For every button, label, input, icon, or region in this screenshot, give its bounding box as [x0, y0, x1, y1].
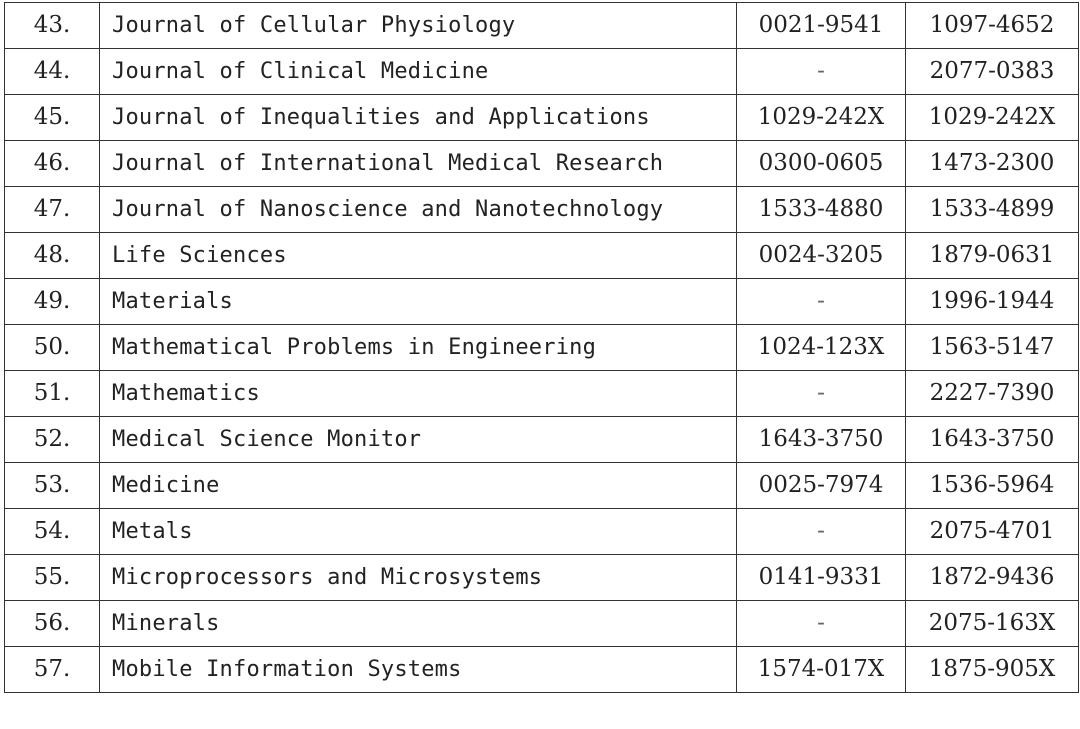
eissn-cell: 1879-0631 [906, 233, 1079, 279]
row-number-cell: 50. [5, 325, 100, 371]
table-row [5, 463, 1079, 509]
issn-cell: 0141-9331 [737, 555, 906, 601]
table-row [5, 95, 1079, 141]
row-number-cell: 52. [5, 417, 100, 463]
journal-title-cell: Journal of International Medical Research [100, 141, 737, 187]
eissn-cell: 2077-0383 [906, 49, 1079, 95]
eissn-cell: 1533-4899 [906, 187, 1079, 233]
issn-cell: 0024-3205 [737, 233, 906, 279]
row-number-cell: 56. [5, 601, 100, 647]
row-number-cell: 55. [5, 555, 100, 601]
row-number-cell: 48. [5, 233, 100, 279]
issn-cell: 0300-0605 [737, 141, 906, 187]
journal-title-cell: Journal of Clinical Medicine [100, 49, 737, 95]
table-row [5, 555, 1079, 601]
row-number-cell: 53. [5, 463, 100, 509]
journal-title-cell: Mobile Information Systems [100, 647, 737, 693]
issn-cell: - [737, 601, 906, 647]
journal-title-cell: Materials [100, 279, 737, 325]
row-number-cell: 51. [5, 371, 100, 417]
journal-title-cell: Minerals [100, 601, 737, 647]
table-row [5, 3, 1079, 49]
journal-title-cell: Medicine [100, 463, 737, 509]
issn-cell: - [737, 371, 906, 417]
row-number-cell: 44. [5, 49, 100, 95]
journal-title-cell: Journal of Nanoscience and Nanotechnology [100, 187, 737, 233]
journal-title-cell: Metals [100, 509, 737, 555]
eissn-cell: 1029-242X [906, 95, 1079, 141]
row-number-cell: 43. [5, 3, 100, 49]
journal-title-cell: Life Sciences [100, 233, 737, 279]
row-number-cell: 45. [5, 95, 100, 141]
eissn-cell: 1875-905X [906, 647, 1079, 693]
table-row [5, 187, 1079, 233]
table-row [5, 601, 1079, 647]
table-row [5, 647, 1079, 693]
issn-cell: 0021-9541 [737, 3, 906, 49]
issn-cell: 1029-242X [737, 95, 906, 141]
journal-title-cell: Journal of Inequalities and Applications [100, 95, 737, 141]
eissn-cell: 1536-5964 [906, 463, 1079, 509]
eissn-cell: 1643-3750 [906, 417, 1079, 463]
issn-cell: 1643-3750 [737, 417, 906, 463]
issn-cell: - [737, 509, 906, 555]
journal-title-cell: Medical Science Monitor [100, 417, 737, 463]
eissn-cell: 1996-1944 [906, 279, 1079, 325]
eissn-cell: 1872-9436 [906, 555, 1079, 601]
journal-title-cell: Journal of Cellular Physiology [100, 3, 737, 49]
issn-cell: - [737, 49, 906, 95]
row-number-cell: 46. [5, 141, 100, 187]
eissn-cell: 2075-4701 [906, 509, 1079, 555]
issn-cell: 1533-4880 [737, 187, 906, 233]
eissn-cell: 1097-4652 [906, 3, 1079, 49]
table-row [5, 509, 1079, 555]
eissn-cell: 1473-2300 [906, 141, 1079, 187]
eissn-cell: 1563-5147 [906, 325, 1079, 371]
eissn-cell: 2075-163X [906, 601, 1079, 647]
row-number-cell: 54. [5, 509, 100, 555]
issn-cell: - [737, 279, 906, 325]
row-number-cell: 49. [5, 279, 100, 325]
journal-title-cell: Mathematical Problems in Engineering [100, 325, 737, 371]
eissn-cell: 2227-7390 [906, 371, 1079, 417]
table-row [5, 279, 1079, 325]
table-row [5, 233, 1079, 279]
table-row [5, 141, 1079, 187]
issn-cell: 1574-017X [737, 647, 906, 693]
issn-cell: 0025-7974 [737, 463, 906, 509]
table-row [5, 371, 1079, 417]
row-number-cell: 47. [5, 187, 100, 233]
journal-table [4, 2, 1079, 693]
journal-title-cell: Microprocessors and Microsystems [100, 555, 737, 601]
table-body [5, 3, 1079, 693]
issn-cell: 1024-123X [737, 325, 906, 371]
table-row [5, 417, 1079, 463]
table-row [5, 49, 1079, 95]
row-number-cell: 57. [5, 647, 100, 693]
journal-title-cell: Mathematics [100, 371, 737, 417]
table-row [5, 325, 1079, 371]
